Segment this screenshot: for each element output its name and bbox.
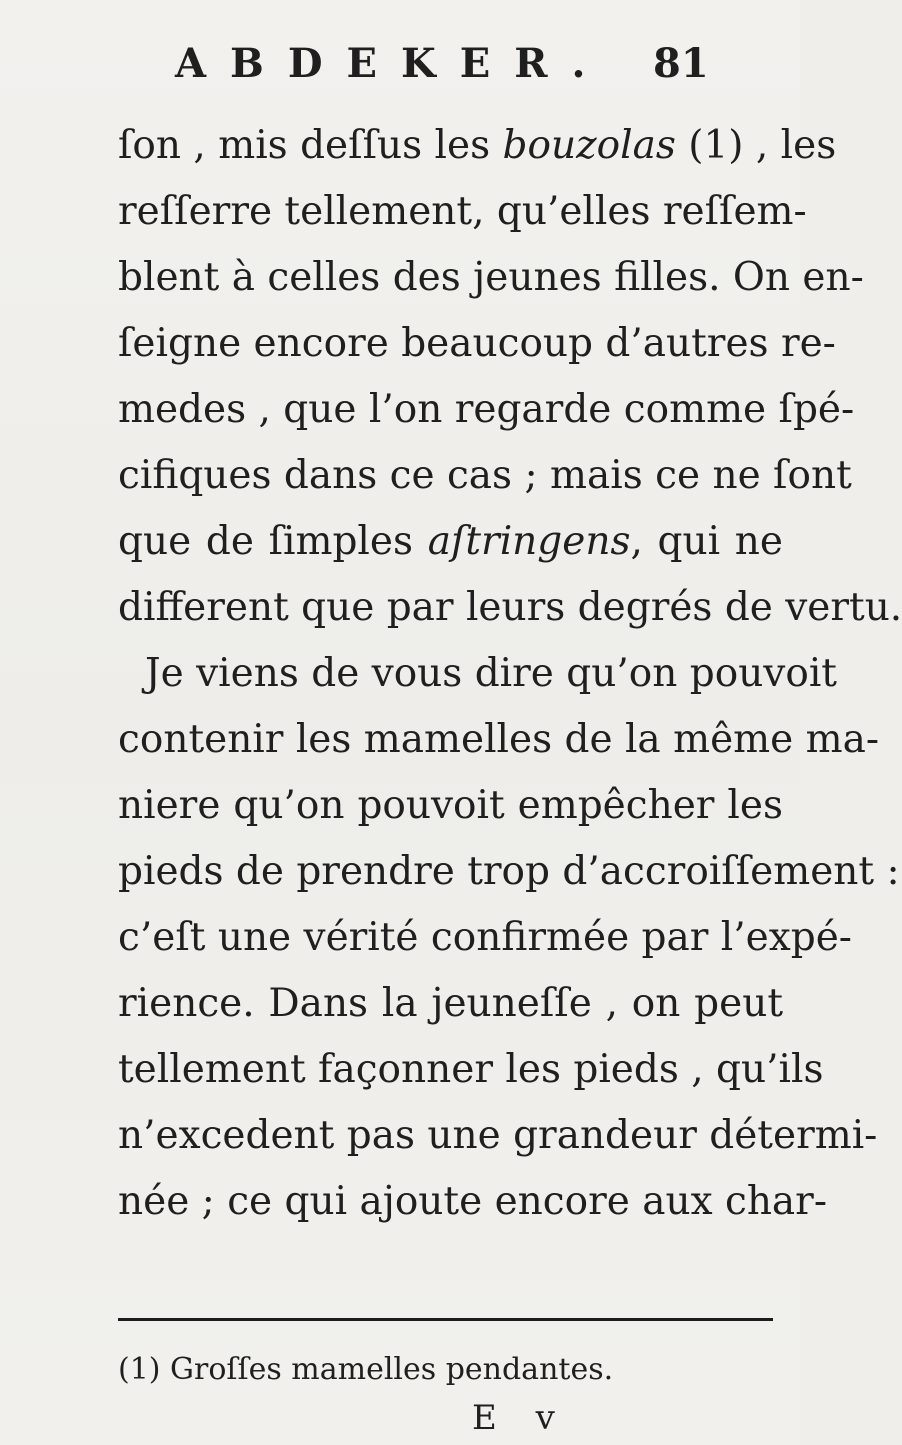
text-line-11: niere qu’on pouvoit empêcher les xyxy=(118,783,783,828)
text-line-16: n’excedent pas une grandeur détermi- xyxy=(118,1113,878,1158)
signature-mark: E v xyxy=(472,1398,569,1438)
text-line-2: reſſerre tellement, qu’elles reſſem- xyxy=(118,189,807,234)
text-line-3: blent à celles des jeunes filles. On en- xyxy=(118,255,864,300)
text-line-9: Je viens de vous dire qu’on pouvoit xyxy=(145,651,837,696)
text-line-14: rience. Dans la jeuneſſe , on peut xyxy=(118,981,783,1026)
running-head xyxy=(175,40,775,100)
italic-term: aſtringens xyxy=(427,519,631,564)
text-line-13: c’eſt une vérité confirmée par l’expé- xyxy=(118,915,852,960)
footnote: (1) Groſſes mamelles pendantes. xyxy=(118,1352,614,1387)
text-line-17: née ; ce qui ajoute encore aux char- xyxy=(118,1179,828,1224)
text-line-6: cifiques dans ce cas ; mais ce ne ſont xyxy=(118,453,852,498)
italic-term: bouzolas xyxy=(502,123,676,168)
footnote-rule xyxy=(118,1318,773,1321)
text-line-8: different que par leurs degrés de vertu. xyxy=(118,585,902,630)
text-line-15: tellement façonner les pieds , qu’ils xyxy=(118,1047,824,1092)
text-line-4: ſeigne encore beaucoup d’autres re- xyxy=(118,321,836,366)
text-line-7: que de ſimples aſtringens, qui ne xyxy=(118,519,783,564)
running-title: ABDEKER. xyxy=(175,40,610,87)
page-number: 81 xyxy=(653,40,709,87)
text-line-10: contenir les mamelles de la même ma- xyxy=(118,717,880,762)
text-line-5: medes , que l’on regarde comme ſpé- xyxy=(118,387,855,432)
text-line-12: pieds de prendre trop d’accroiſſement : xyxy=(118,849,900,894)
text-line-1: ſon , mis deſſus les bouzolas (1) , les xyxy=(118,123,837,168)
